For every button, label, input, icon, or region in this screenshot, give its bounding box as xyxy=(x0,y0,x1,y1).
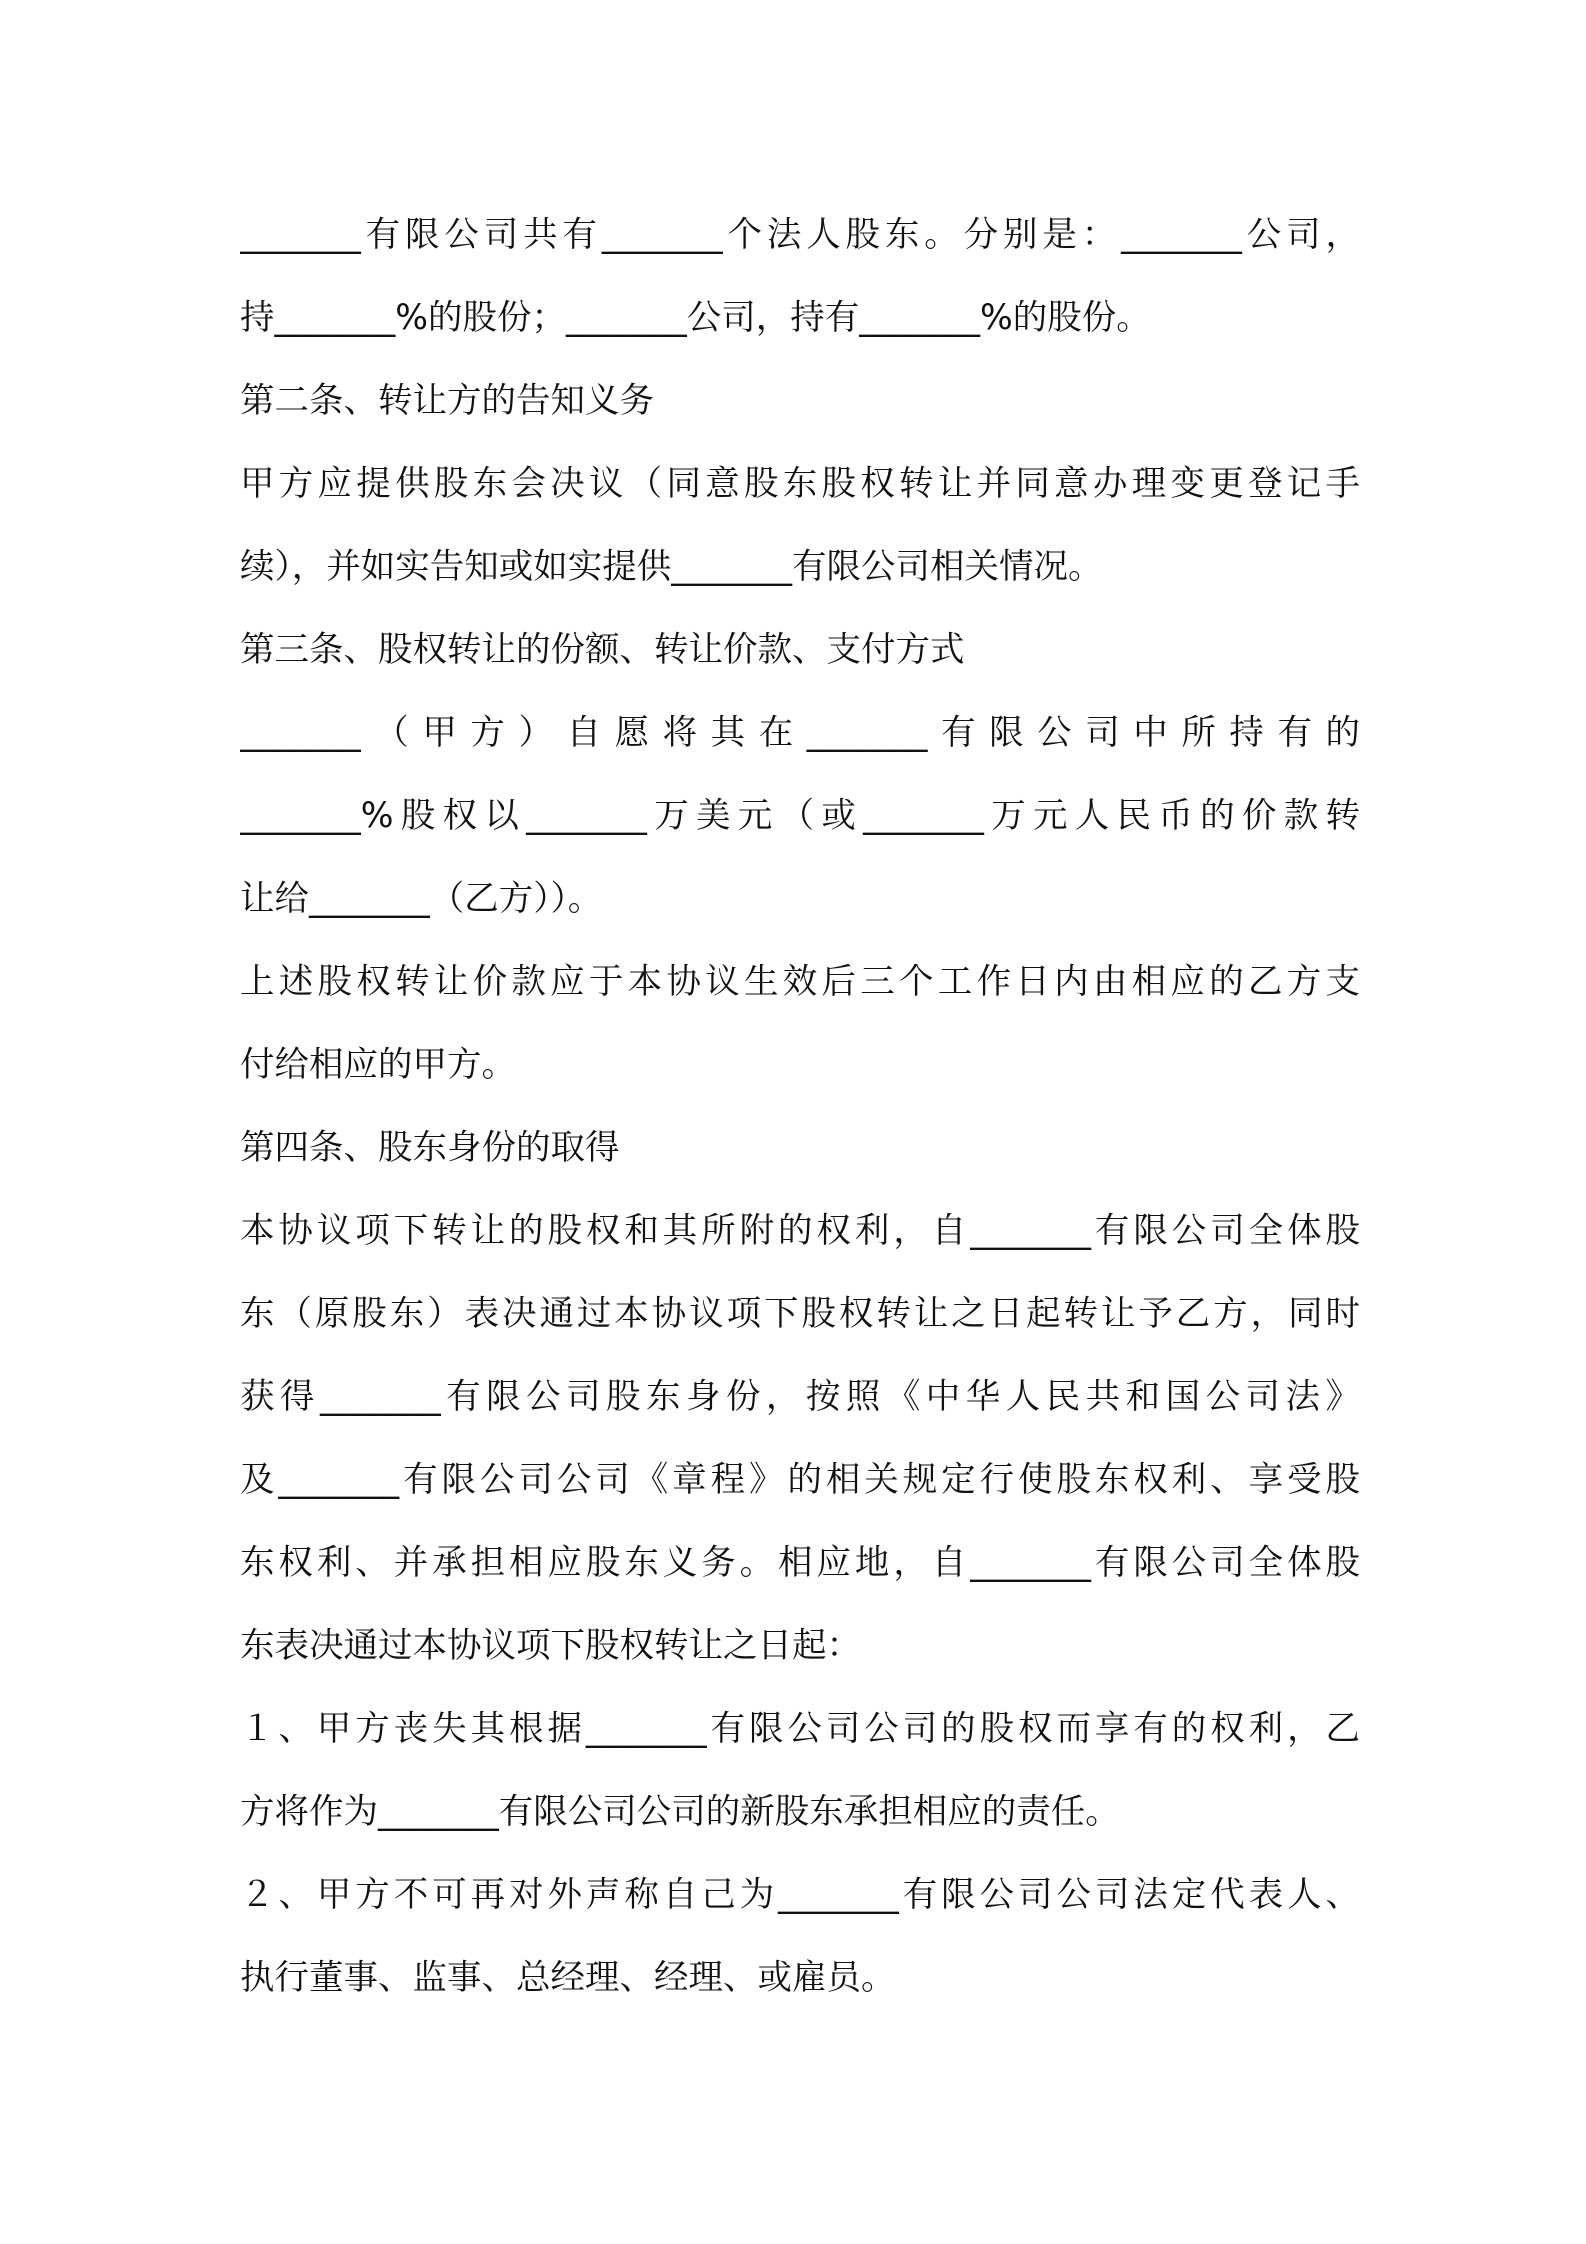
text-line: 让给_______（乙方））。 xyxy=(240,879,603,919)
text-line: _______有限公司共有_______个法人股东。分别是：_______公司， xyxy=(240,215,1360,255)
text-line: 续），并如实告知或如实提供_______有限公司相关情况。 xyxy=(240,547,1103,587)
section-heading: 第三条、股权转让的份额、转让价款、支付方式 xyxy=(240,630,965,670)
text-line: 上述股权转让价款应于本协议生效后三个工作日内由相应的乙方支 xyxy=(240,962,1360,1002)
text-line: _______%股权以_______万美元（或_______万元人民币的价款转 xyxy=(240,796,1360,836)
section-heading: 第二条、转让方的告知义务 xyxy=(240,381,654,421)
text-line: 方将作为_______有限公司公司的新股东承担相应的责任。 xyxy=(240,1792,1120,1832)
text-line: 获得_______有限公司股东身份，按照《中华人民共和国公司法》 xyxy=(240,1377,1360,1417)
document-body xyxy=(240,194,1360,2020)
text-line: 本协议项下转让的股权和其所附的权利，自_______有限公司全体股 xyxy=(240,1211,1360,1251)
text-line: 东表决通过本协议项下股权转让之日起： xyxy=(240,1626,861,1666)
text-line: _______（甲方）自愿将其在_______有限公司中所持有的 xyxy=(240,713,1360,753)
text-line: ２、甲方不可再对外声称自己为_______有限公司公司法定代表人、 xyxy=(240,1875,1360,1915)
section-heading: 第四条、股东身份的取得 xyxy=(240,1128,620,1168)
text-line: 执行董事、监事、总经理、经理、或雇员。 xyxy=(240,1958,896,1998)
text-line: １、甲方丧失其根据_______有限公司公司的股权而享有的权利，乙 xyxy=(240,1709,1360,1749)
text-line: 东权利、并承担相应股东义务。相应地，自_______有限公司全体股 xyxy=(240,1543,1360,1583)
text-line: 东（原股东）表决通过本协议项下股权转让之日起转让予乙方，同时 xyxy=(240,1294,1360,1334)
text-line: 付给相应的甲方。 xyxy=(240,1045,516,1085)
text-line: 及_______有限公司公司《章程》的相关规定行使股东权利、享受股 xyxy=(240,1460,1360,1500)
text-line: 甲方应提供股东会决议（同意股东股权转让并同意办理变更登记手 xyxy=(240,464,1360,504)
text-line: 持_______%的股份；_______公司，持有_______%的股份。 xyxy=(240,298,1151,338)
